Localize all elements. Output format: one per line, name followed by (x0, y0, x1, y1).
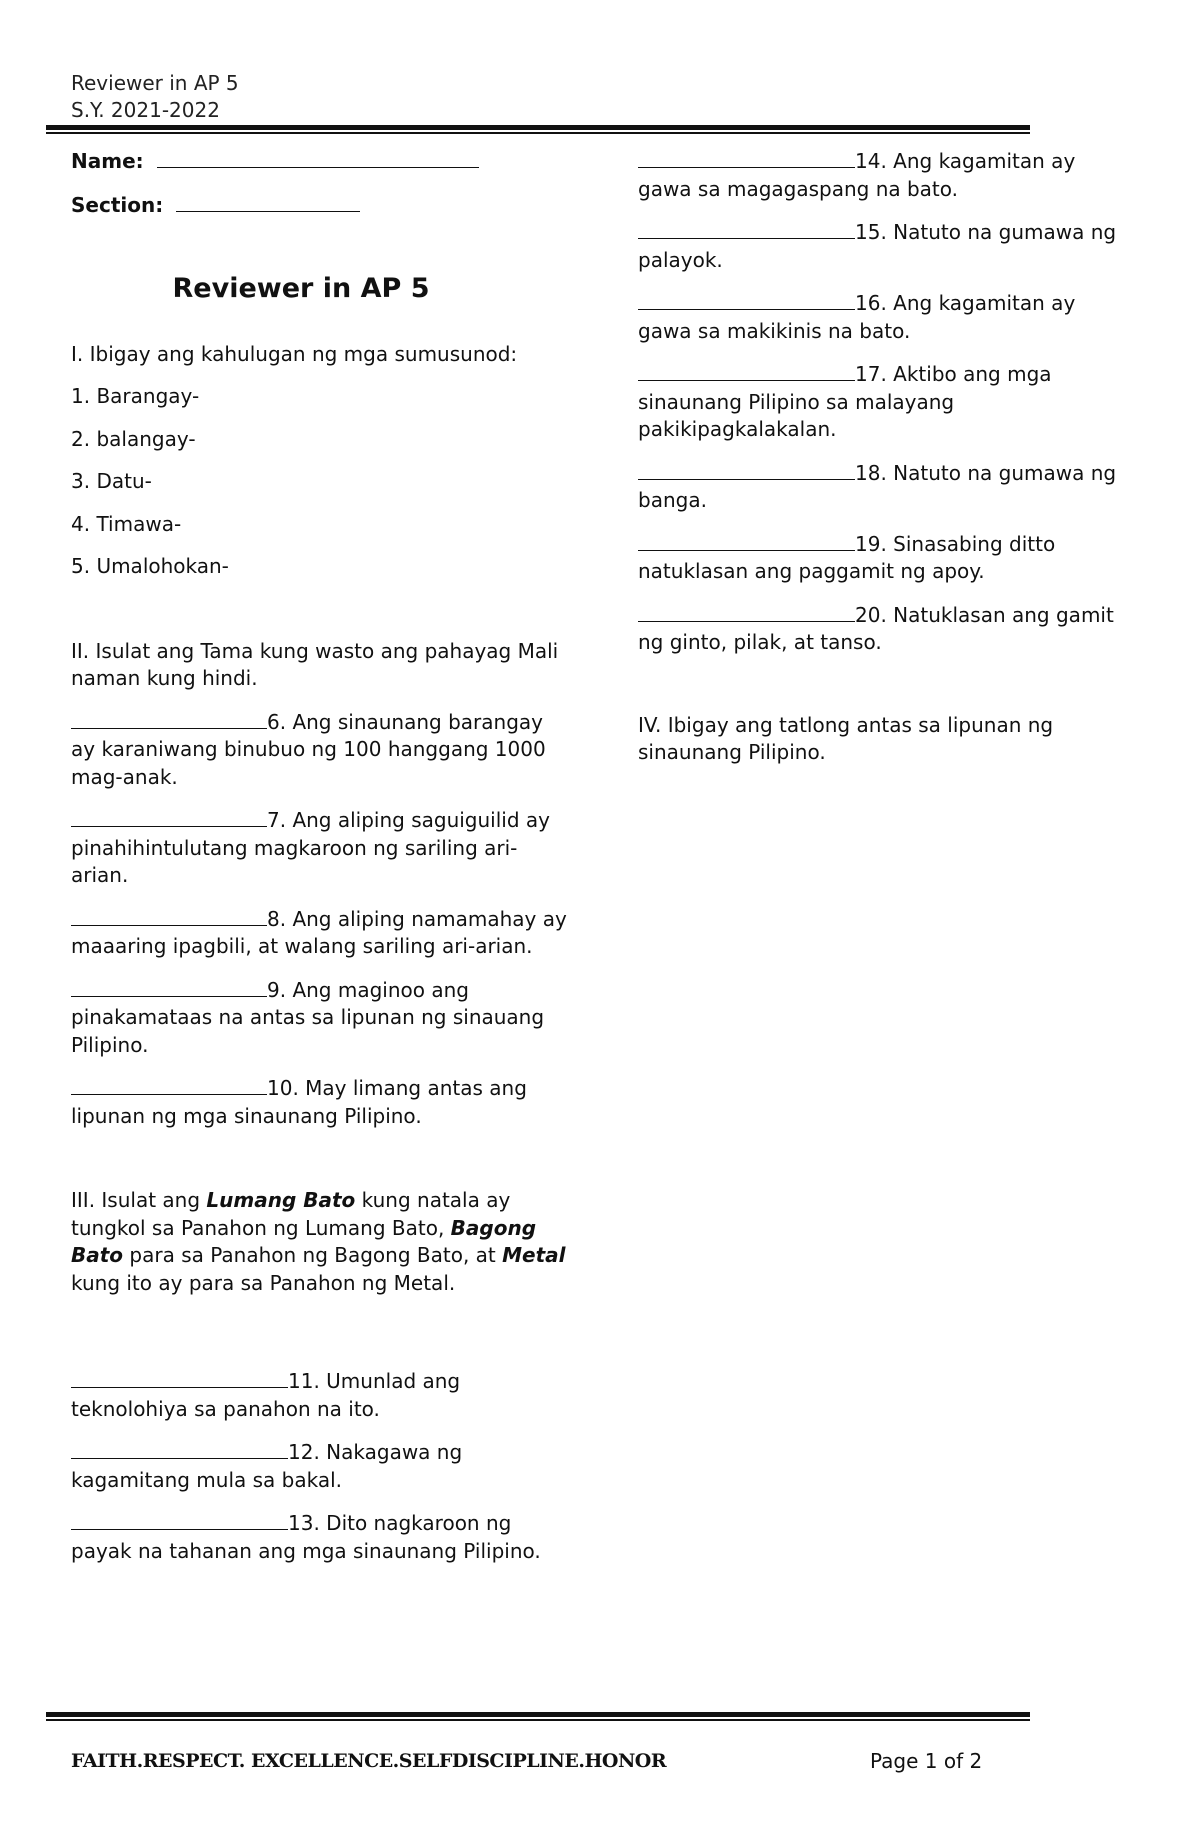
definition-item: 2. balangay- (71, 426, 196, 451)
bagong-bato-term: Bagong Bato (71, 1215, 537, 1267)
question-text: 9. Ang maginoo ang pinakamataas na antas sa lipunan ng sinauang Pilipino. (71, 977, 545, 1057)
answer-blank[interactable] (71, 708, 267, 729)
question-item (71, 708, 571, 792)
question-item (638, 218, 1118, 274)
answer-blank[interactable] (638, 147, 855, 168)
answer-blank[interactable] (71, 806, 267, 827)
page-number: Page 1 of 2 (870, 1749, 983, 1773)
question-item (638, 601, 1118, 657)
answer-blank[interactable] (638, 289, 855, 310)
question-text: 10. May limang antas ang lipunan ng mga sinaunang Pilipino. (71, 1076, 527, 1128)
definition-item: 1. Barangay- (71, 384, 200, 408)
question-item (638, 530, 1118, 586)
footer-divider (46, 1712, 1030, 1721)
left-column (71, 147, 571, 1580)
part3-instruction: III. Isulat ang Lumang Bato kung natala ay tungkol sa Panahon ng Lumang Bato, Bagong Bato para sa Panahon ng Bagong Bato, at Metal kung ito ay para sa Panahon ng Metal. (71, 1188, 566, 1295)
question-item (71, 976, 571, 1060)
question-item (638, 459, 1118, 515)
footer-motto: FAITH.RESPECT. EXCELLENCE.SELFDISCIPLINE.HONOR (71, 1750, 667, 1772)
question-text: 17. Aktibo ang mga sinaunang Pilipino sa malayang pakikipagkalakalan. (638, 362, 1052, 441)
page-header (71, 70, 239, 124)
question-item (71, 905, 571, 961)
question-item (638, 147, 1118, 203)
question-text: 15. Natuto na gumawa ng palayok. (638, 220, 1117, 272)
answer-blank[interactable] (71, 976, 267, 997)
question-text: 13. Dito nagkaroon ng payak na tahanan ang mga sinaunang Pilipino. (71, 1511, 541, 1563)
question-text: 8. Ang aliping namamahay ay maaaring ipagbili, at walang sariling ari-arian. (71, 906, 567, 958)
question-text: 7. Ang aliping saguiguilid ay pinahihintulutang magkaroon ng sariling ari-arian. (71, 808, 550, 887)
question-text: 18. Natuto na gumawa ng banga. (638, 460, 1117, 512)
question-text: 14. Ang kagamitan ay gawa sa magagaspang na bato. (638, 149, 1076, 201)
part4-instruction: IV. Ibigay ang tatlong antas sa lipunan ng sinaunang Pilipino. (638, 712, 1054, 764)
header-divider (46, 125, 1030, 134)
right-column (638, 147, 1118, 782)
answer-blank[interactable] (638, 360, 855, 381)
question-text: 19. Sinasabing ditto natuklasan ang paggamit ng apoy. (638, 531, 1056, 583)
question-text: 20. Natuklasan ang gamit ng ginto, pilak, at tanso. (638, 602, 1114, 654)
answer-blank[interactable] (71, 1438, 288, 1459)
question-item (638, 360, 1118, 444)
definition-item: 4. Timawa- (71, 511, 182, 536)
name-blank[interactable] (157, 147, 479, 168)
page-title: Reviewer in AP 5 (172, 273, 430, 304)
question-text: 16. Ang kagamitan ay gawa sa makikinis na bato. (638, 291, 1076, 343)
answer-blank[interactable] (638, 601, 855, 622)
metal-term: Metal (502, 1243, 566, 1267)
question-item (71, 1074, 571, 1130)
answer-blank[interactable] (71, 1367, 288, 1388)
answer-blank[interactable] (638, 218, 855, 239)
name-field (71, 147, 571, 176)
definition-item: 5. Umalohokan- (71, 554, 229, 578)
part2-instruction: II. Isulat ang Tama kung wasto ang pahayag Mali naman kung hindi. (71, 638, 559, 690)
question-item (71, 1509, 571, 1565)
section-field (71, 191, 571, 220)
question-text: 6. Ang sinaunang barangay ay karaniwang binubuo ng 100 hanggang 1000 mag-anak. (71, 709, 546, 789)
name-label: Name: (71, 149, 144, 173)
section-label: Section: (71, 192, 164, 217)
question-item (71, 1367, 571, 1423)
lumang-bato-term: Lumang Bato (206, 1188, 356, 1212)
header-title: Reviewer in AP 5 (71, 71, 239, 95)
question-item (71, 1438, 571, 1494)
section-blank[interactable] (176, 191, 360, 212)
part1-instruction: I. Ibigay ang kahulugan ng mga sumusunod: (71, 341, 518, 366)
answer-blank[interactable] (638, 459, 855, 480)
question-text: 11. Umunlad ang teknolohiya sa panahon na ito. (71, 1369, 461, 1421)
answer-blank[interactable] (638, 530, 855, 551)
definition-item: 3. Datu- (71, 469, 152, 493)
answer-blank[interactable] (71, 1074, 267, 1095)
answer-blank[interactable] (71, 905, 267, 926)
header-school-year: S.Y. 2021-2022 (71, 98, 220, 122)
question-text: 12. Nakagawa ng kagamitang mula sa bakal. (71, 1440, 463, 1492)
question-item (638, 289, 1118, 345)
answer-blank[interactable] (71, 1509, 288, 1530)
question-item (71, 806, 571, 890)
